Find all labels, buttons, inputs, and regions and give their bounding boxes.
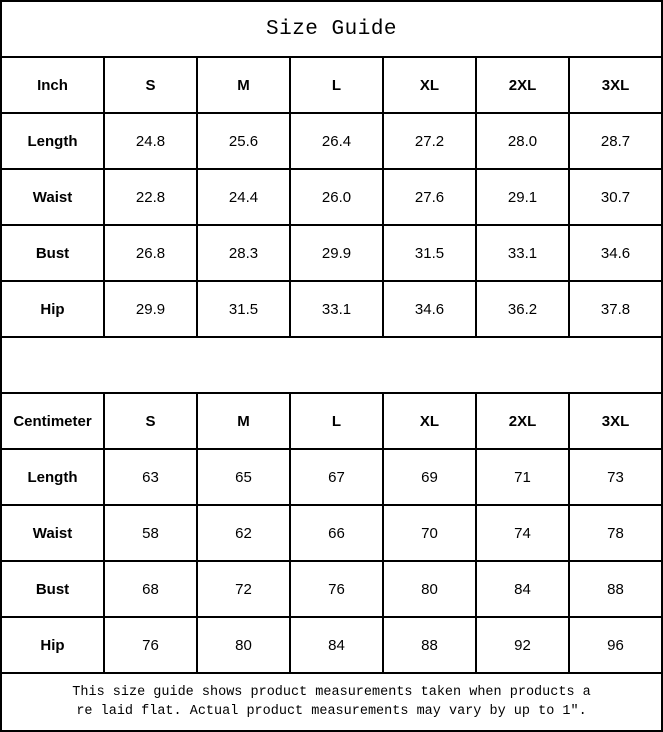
measurement-value-cell: 29.9: [104, 281, 197, 337]
measurement-value-cell: 28.0: [476, 113, 569, 169]
size-guide-title: Size Guide: [1, 1, 662, 57]
measurement-label-cell: Hip: [1, 617, 104, 673]
measurement-value-cell: 33.1: [476, 225, 569, 281]
measurement-value-cell: 92: [476, 617, 569, 673]
measurement-value-cell: 63: [104, 449, 197, 505]
centimeter-header-row: [1, 393, 662, 449]
title-row: [1, 1, 662, 57]
measurement-value-cell: 84: [476, 561, 569, 617]
measurement-value-cell: 88: [383, 617, 476, 673]
size-header-s: S: [104, 57, 197, 113]
measurement-value-cell: 37.8: [569, 281, 662, 337]
measurement-value-cell: 76: [104, 617, 197, 673]
measurement-value-cell: 30.7: [569, 169, 662, 225]
inch-waist-row: [1, 169, 662, 225]
size-header-xl: XL: [383, 393, 476, 449]
measurement-value-cell: 33.1: [290, 281, 383, 337]
footer-row: [1, 673, 662, 731]
measurement-label-cell: Waist: [1, 505, 104, 561]
measurement-value-cell: 27.2: [383, 113, 476, 169]
measurement-value-cell: 28.7: [569, 113, 662, 169]
unit-header-inch: Inch: [1, 57, 104, 113]
spacer-row: [1, 337, 662, 393]
measurement-value-cell: 65: [197, 449, 290, 505]
size-header-m: M: [197, 393, 290, 449]
measurement-value-cell: 34.6: [383, 281, 476, 337]
measurement-value-cell: 72: [197, 561, 290, 617]
measurement-value-cell: 66: [290, 505, 383, 561]
measurement-value-cell: 70: [383, 505, 476, 561]
inch-length-row: [1, 113, 662, 169]
measurement-value-cell: 22.8: [104, 169, 197, 225]
measurement-value-cell: 58: [104, 505, 197, 561]
footer-note-line-1: This size guide shows product measurements taken when products a: [72, 685, 591, 700]
measurement-value-cell: 80: [383, 561, 476, 617]
measurement-value-cell: 25.6: [197, 113, 290, 169]
unit-header-centimeter: Centimeter: [1, 393, 104, 449]
measurement-value-cell: 71: [476, 449, 569, 505]
size-header-l: L: [290, 393, 383, 449]
measurement-value-cell: 29.1: [476, 169, 569, 225]
inch-bust-row: [1, 225, 662, 281]
measurement-label-cell: Waist: [1, 169, 104, 225]
measurement-value-cell: 26.0: [290, 169, 383, 225]
spacer-cell: [1, 337, 662, 393]
measurement-value-cell: 31.5: [197, 281, 290, 337]
measurement-value-cell: 69: [383, 449, 476, 505]
measurement-value-cell: 80: [197, 617, 290, 673]
measurement-label-cell: Hip: [1, 281, 104, 337]
size-header-xl: XL: [383, 57, 476, 113]
size-header-s: S: [104, 393, 197, 449]
measurement-label-cell: Length: [1, 449, 104, 505]
measurement-value-cell: 88: [569, 561, 662, 617]
size-header-3xl: 3XL: [569, 57, 662, 113]
measurement-label-cell: Length: [1, 113, 104, 169]
measurement-value-cell: 73: [569, 449, 662, 505]
measurement-value-cell: 31.5: [383, 225, 476, 281]
measurement-value-cell: 84: [290, 617, 383, 673]
size-header-m: M: [197, 57, 290, 113]
measurement-value-cell: 68: [104, 561, 197, 617]
measurement-value-cell: 96: [569, 617, 662, 673]
measurement-value-cell: 26.4: [290, 113, 383, 169]
cm-length-row: [1, 449, 662, 505]
cm-waist-row: [1, 505, 662, 561]
footer-note-line-2: re laid flat. Actual product measurements may vary by up to 1″.: [76, 704, 587, 719]
inch-hip-row: [1, 281, 662, 337]
measurement-value-cell: 26.8: [104, 225, 197, 281]
size-header-2xl: 2XL: [476, 57, 569, 113]
measurement-value-cell: 62: [197, 505, 290, 561]
inch-header-row: [1, 57, 662, 113]
measurement-value-cell: 74: [476, 505, 569, 561]
measurement-label-cell: Bust: [1, 561, 104, 617]
size-header-2xl: 2XL: [476, 393, 569, 449]
measurement-value-cell: 24.4: [197, 169, 290, 225]
cm-hip-row: [1, 617, 662, 673]
size-header-l: L: [290, 57, 383, 113]
size-header-3xl: 3XL: [569, 393, 662, 449]
footer-note: [1, 673, 662, 731]
measurement-label-cell: Bust: [1, 225, 104, 281]
measurement-value-cell: 34.6: [569, 225, 662, 281]
measurement-value-cell: 67: [290, 449, 383, 505]
measurement-value-cell: 36.2: [476, 281, 569, 337]
measurement-value-cell: 78: [569, 505, 662, 561]
measurement-value-cell: 27.6: [383, 169, 476, 225]
measurement-value-cell: 28.3: [197, 225, 290, 281]
cm-bust-row: [1, 561, 662, 617]
measurement-value-cell: 29.9: [290, 225, 383, 281]
measurement-value-cell: 24.8: [104, 113, 197, 169]
measurement-value-cell: 76: [290, 561, 383, 617]
